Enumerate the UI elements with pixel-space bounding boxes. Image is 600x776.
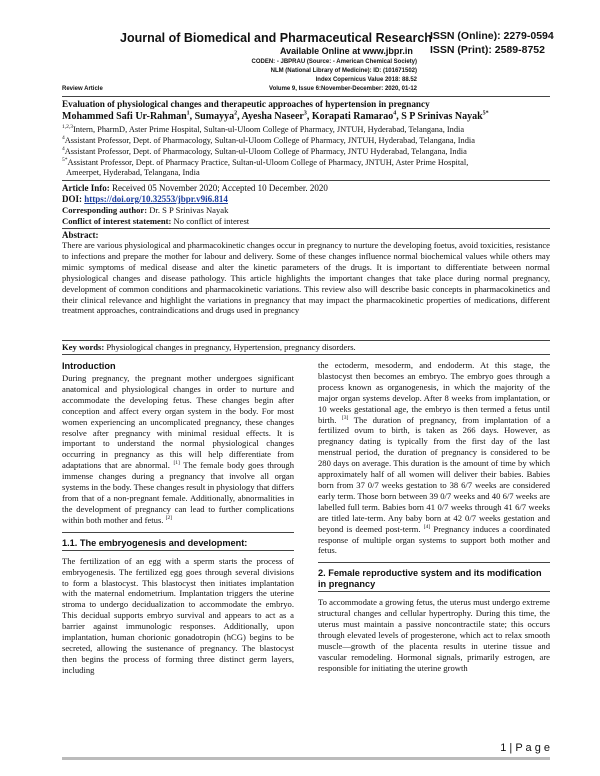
author-name: Korapati Ramarao [311,111,394,122]
available-online: Available Online at www.jbpr.in [280,46,413,56]
affiliation-1 [62,124,550,136]
keywords-label: Key words: [62,342,105,352]
author-affiliation-sup: 2 [234,110,238,117]
issn-online: ISSN (Online): 2279-0594 [430,30,554,42]
keywords-text: Physiological changes in pregnancy, Hypertension, pregnancy disorders. [104,342,356,352]
affiliation-3-sup: 4 [62,146,65,152]
affiliation-3-text: Assistant Professor, Dept. of Pharmacology, Sultan-ul-Uloom College of Pharmacy, JNTU Hyderabad, Telangana, India [64,146,467,156]
header-divider [62,96,550,97]
section-1-1-paragraph: The fertilization of an egg with a sperm starts the process of embryogenesis. The fertilized egg goes through several divisions to form a blastocyst. This blastocyst then initiates implantation with the maternal endometrium. Implantation triggers the uterine stroma to undergo decidualization to accommodate the embryo. This decidual supports embryo survival and appears to act as a barrier against immunologic responses. Additionally, upon implantation, human chorionic gonadotropin (hCG) begins to be secreted, allowing the sustenance of pregnancy. The blastocyst then begins the process of forming three distinct germ layers, including [62,555,294,675]
section-2-paragraph: To accommodate a growing fetus, the uterus must undergo extreme structural changes and cellular hypertrophy. During this time, the uterus must maintain a passive noncontractile state; this occurs through elevated levels of progesterone, which act to relax smooth muscle—growth of the placenta results in uterine tissue and vascular remodeling. Hormonal signals, primarily estrogen, are responsible for initiating the uterine growth [318,597,550,673]
keywords-divider [62,354,550,355]
doi-label: DOI: [62,194,85,204]
corresponding-name: Dr. S P Srinivas Nayak [147,205,229,215]
intro-text-1: During pregnancy, the pregnant mother undergoes significant anatomical and physiological changes in order to nurture and accommodate the developing fetus. These changes begin after conception and affect every organ system in the body. For most women experiencing an uncomplicated pregnancy, these changes resolve after pregnancy with minimal residual effects. It is important to understand the normal physiological changes occurring in pregnancy as this will help differentiate from adaptations that are abnormal. [62,373,294,471]
footer-divider [62,757,550,760]
issn-print: ISSN (Print): 2589-8752 [430,44,545,56]
affiliation-4-continued: Ameerpet, Hyderabad, Telangana, India [66,168,200,177]
article-info [62,183,550,195]
keywords [62,342,550,353]
page-number: 1 | P a g e [500,742,550,754]
ref-3: [3] [341,414,349,421]
right-column [318,360,550,680]
corresponding-author [62,205,550,216]
article-type: Review Article [62,86,103,92]
author-separator: , [189,111,195,122]
intro-ref-1: [1] [173,460,180,467]
affiliation-4-sup: 5* [62,157,68,163]
abstract-divider [62,340,550,341]
paper-title: Evaluation of physiological changes and therapeutic approaches of hypertension in pregnancy [62,99,430,109]
ref-4: [4] [423,523,431,530]
volume-info: Volume 9, Issue 6:November-December: 2020, 01-12 [269,86,417,92]
right-text-3: Pregnancy induces a coordinated response of multiple organ systems to support both mother and fetus. [318,523,550,556]
right-paragraph [318,360,550,556]
doi-line [62,194,550,206]
author-name: Sumayya [194,111,235,122]
affiliation-4 [62,157,550,169]
journal-title: Journal of Biomedical and Pharmaceutical Research [120,31,432,45]
corresponding-label: Corresponding author: [62,205,148,215]
conflict-label: Conflict of interest statement: [62,216,172,226]
conflict-of-interest [62,216,550,227]
article-info-label: Article Info: [62,183,110,193]
right-text-1: the ectoderm, mesoderm, and endoderm. At this stage, the blastocyst then becomes an embryo. The embryo goes through a process known as organogenesis, in which the majority of the major organ systems develop. After 8 weeks from implantation, or 10 weeks gestational age, the embryo is then termed a fetus until birth. [318,360,550,425]
section-2-heading: 2. Female reproductive system and its modification in pregnancy [318,568,542,590]
affiliation-2 [62,135,550,147]
nlm-id: NLM (National Library of Medicine): ID: (101671502) [270,68,417,74]
author-affiliation-sup: 4 [393,110,397,117]
coden: CODEN: - JBPRAU (Source: - American Chemical Society) [251,59,417,65]
section-1-1-heading: 1.1. The embryogenesis and development: [62,537,248,548]
abstract-heading: Abstract: [62,230,99,240]
index-copernicus: Index Copernicus Value 2018: 88.52 [315,77,417,83]
article-info-dates: Received 05 November 2020; Accepted 10 December. 2020 [109,183,328,193]
author-separator: , [237,111,242,122]
author-affiliation-sup: 3 [303,110,307,117]
affiliation-1-sup: 1,2,3 [62,124,73,130]
section-divider [318,562,550,563]
authors-line [62,110,550,123]
author-name: Mohammed Safi Ur-Rahman [62,111,187,122]
doi-link[interactable]: https://doi.org/10.32553/jbpr.v9i6.814 [84,194,228,204]
section-divider [62,550,294,551]
author-separator: , [306,111,312,122]
author-affiliation-sup: 5* [482,110,489,117]
left-column [62,360,294,682]
info-divider [62,228,550,229]
affiliation-3 [62,146,550,158]
intro-ref-2: [2] [165,514,173,521]
affiliation-1-text: Intern, PharmD, Aster Prime Hospital, Sultan-ul-Uloom College of Pharmacy, JNTUH, Hyderabad, Telangana, India [73,124,465,134]
title-divider [62,180,550,181]
abstract-text: There are various physiological and pharmacokinetic changes occur in pregnancy to nurture the developing foetus, avoid toxicities, resistance to infections and prepare the mother for labour and delivery. Some of these changes influence normal biochemical values while others may mimic symptoms of medical disease and alter the kinetic parameters of the drugs. It is important to differentiate between normal physiological changes and disease pathology. This article highlights the important changes that take place during normal pregnancy, development of common conditions and pharmacokinetic variations. This review also will describe basic concepts in pharmacokinetics and their clinical relevance and highlight the variations in pregnancy that may impact the pharmacokinetic properties of medications, different treatment approaches, contraindications and drugs used in pregnancy [62,240,550,316]
author-name: Ayesha Naseer [241,111,304,122]
affiliation-2-sup: 4 [62,135,65,141]
intro-heading: Introduction [62,361,116,371]
right-text-2: The duration of pregnancy, from implantation of a fertilized ovum to birth, is taken as 266 days. However, as pregnancy dating is typically from the first day of the last menstrual period, the duration of pregnancy is considered to be 280 days on average. This duration is the amount of time by which approximately half of all women will deliver their babies. Babies born from 37 0/7 weeks gestation to 38 6/7 weeks are considered early term. Those born between 39 0/7 weeks and 40 6/7 weeks are labelled full term. Babies born 41 0/7 weeks through 41 6/7 weeks are titled late-term. Any baby born at 42 0/7 weeks gestation and beyond is deemed post-term. [318,414,551,534]
author-separator: , [396,111,402,122]
affiliation-2-text: Assistant Professor, Dept. of Pharmacology, Sultan-ul-Uloom College of Pharmacy, JNTUH, Hyderabad, Telangana, India [64,135,475,145]
affiliation-4-text: Assistant Professor, Dept. of Pharmacy Practice, Sultan-ul-Uloom College of Pharmacy, JNTUH, Aster Prime Hospital, [67,157,469,167]
section-divider [62,532,294,533]
conflict-text: No conflict of interest [171,216,250,226]
author-affiliation-sup: 1 [186,110,190,117]
intro-paragraph [62,373,294,526]
intro-text-2: The female body goes through immense changes during a pregnancy that involve all organ systems in the body. These changes result in physiology that differs from that of a non-pregnant female. Additionally, abnormalities in the development of pregnancy can lead to further complications within both mother and fetus. [62,460,295,525]
section-divider [318,591,550,592]
author-name: S P Srinivas Nayak [401,111,483,122]
